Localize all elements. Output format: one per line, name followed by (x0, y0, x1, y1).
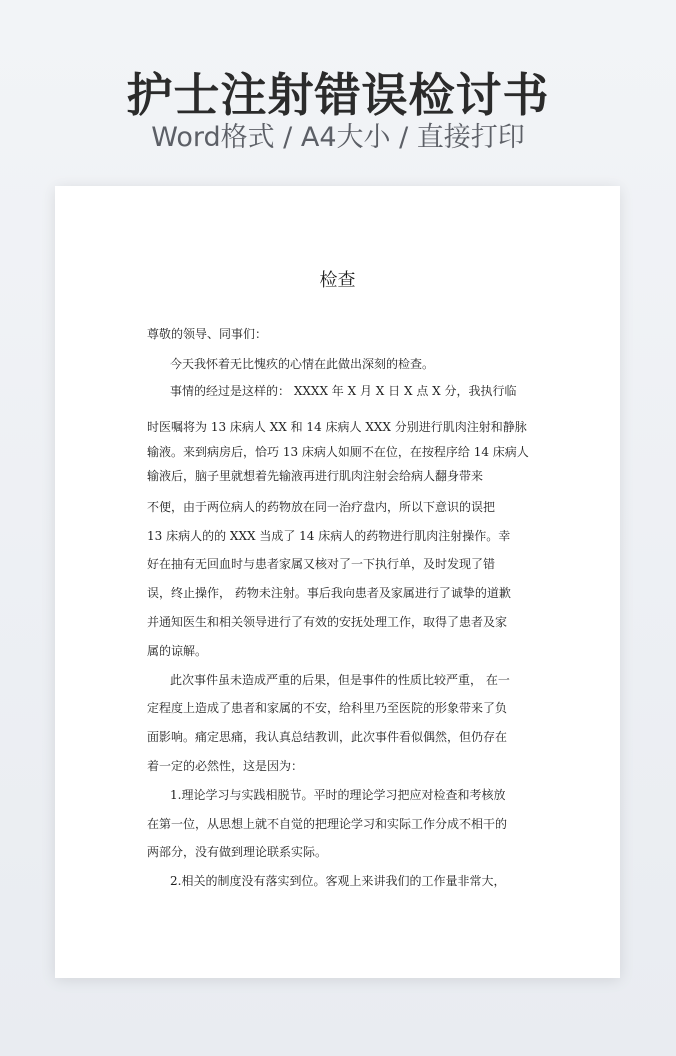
paragraph-line: 2.相关的制度没有落实到位。客观上来讲我们的工作量非常大， (170, 874, 506, 888)
paragraph-line: 属的谅解。 (147, 644, 208, 658)
paragraph-line: 误，终止操作， 药物未注射。事后我向患者及家属进行了诚挚的道歉 (147, 586, 511, 600)
paragraph-line: 此次事件虽未造成严重的后果，但是事件的性质比较严重， 在一 (170, 673, 510, 687)
paragraph-line: 并通知医生和相关领导进行了有效的安抚处理工作，取得了患者及家 (147, 615, 508, 629)
paragraph-line: 13 床病人的的 XXX 当成了 14 床病人的药物进行肌肉注射操作。幸 (147, 529, 511, 543)
paragraph-line: 1.理论学习与实践相脱节。平时的理论学习把应对检查和考核放 (170, 788, 506, 802)
paragraph-line: 输液。来到病房后，恰巧 13 床病人如厕不在位，在按程序给 14 床病人 (147, 445, 529, 459)
promo-subtitle: Word格式 / A4大小 / 直接打印 (151, 122, 525, 153)
paragraph-line: 不便，由于两位病人的药物放在同一治疗盘内，所以下意识的误把 (147, 500, 496, 514)
salutation-line: 尊敬的领导、同事们： (147, 327, 268, 341)
document-heading: 检查 (319, 270, 356, 291)
paragraph-line: 在第一位，从思想上就不自觉的把理论学习和实际工作分成不相干的 (147, 817, 508, 831)
paragraph-line: 输液后，脑子里就想着先输液再进行肌肉注射会给病人翻身带来 (147, 469, 484, 483)
paragraph-line: 好在抽有无回血时与患者家属又核对了一下执行单，及时发现了错 (147, 557, 496, 571)
promo-title: 护士注射错误检讨书 (126, 68, 550, 122)
document-page (55, 186, 620, 978)
paragraph-line: 事情的经过是这样的： XXXX 年 X 月 X 日 X 点 X 分，我执行临 (170, 384, 517, 398)
paragraph-line: 着一定的必然性，这是因为： (147, 759, 304, 773)
paragraph-line: 今天我怀着无比愧疚的心情在此做出深刻的检查。 (170, 357, 435, 371)
paragraph-line: 面影响。痛定思痛，我认真总结教训，此次事件看似偶然，但仍存在 (147, 730, 508, 744)
paragraph-line: 定程度上造成了患者和家属的不安，给科里乃至医院的形象带来了负 (147, 701, 508, 715)
paragraph-line: 两部分，没有做到理论联系实际。 (147, 845, 328, 859)
paragraph-line: 时医嘱将为 13 床病人 XX 和 14 床病人 XXX 分别进行肌肉注射和静脉 (147, 420, 527, 434)
